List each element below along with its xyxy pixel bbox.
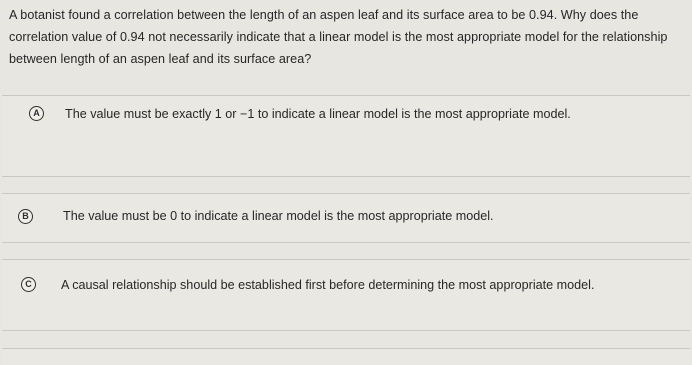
next-option-edge (2, 348, 690, 365)
option-text: The value must be exactly 1 or −1 to indicate a linear model is the most appropriate model. (65, 107, 571, 121)
option-letter-badge: C (21, 277, 36, 292)
option-text: A causal relationship should be established first before determining the most appropriate model. (61, 278, 595, 292)
option-text: The value must be 0 to indicate a linear model is the most appropriate model. (63, 209, 494, 223)
answer-option-b[interactable] (2, 193, 690, 243)
option-letter-badge: B (18, 209, 33, 224)
answer-option-a[interactable] (2, 95, 690, 177)
question-text: A botanist found a correlation between the length of an aspen leaf and its surface area to be 0.94. Why does the correlation value of 0.94 not necessarily indicate that a linear model is the most appropriate model for the relationship between length of an aspen leaf and its surface area? (9, 8, 668, 66)
option-letter-badge: A (29, 106, 44, 121)
answer-option-c[interactable] (2, 259, 690, 331)
